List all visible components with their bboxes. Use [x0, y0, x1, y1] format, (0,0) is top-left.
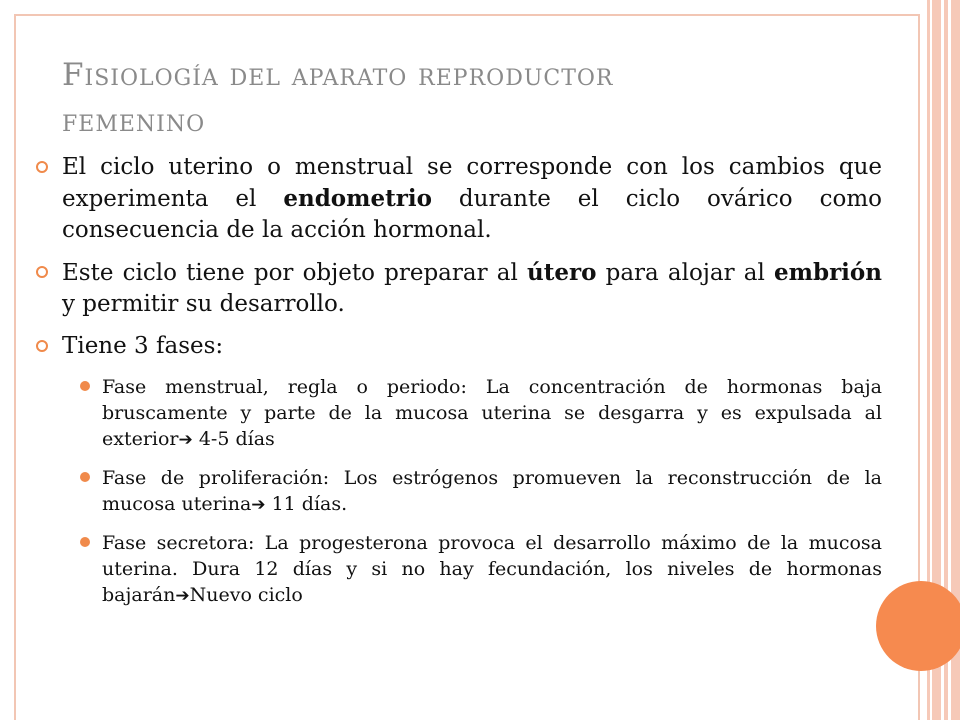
slide-title — [62, 52, 862, 144]
bullet-fases — [36, 331, 882, 362]
arrow-right-icon: ➔ — [175, 586, 190, 606]
text: Fase de proliferación: Los estrógenos promueven la reconstrucción de la mucosa uterina — [102, 467, 882, 515]
bullet-ciclo-uterino — [36, 152, 882, 246]
text: Este ciclo tiene por objeto preparar al — [62, 260, 527, 286]
text: Nuevo ciclo — [189, 584, 303, 606]
phase-item-secretora — [80, 530, 882, 609]
text: y permitir su desarrollo. — [62, 291, 345, 317]
phase-item-menstrual — [80, 374, 882, 453]
bullet-ring-icon — [36, 266, 48, 278]
slide-content — [36, 152, 882, 621]
bullet-dot-icon — [80, 472, 90, 482]
text: El ciclo uterino o menstrual se corresponde con los cambios que experimenta el — [62, 154, 882, 212]
arrow-right-icon: ➔ — [178, 430, 193, 450]
text: 11 días. — [265, 493, 348, 515]
text: Tiene 3 fases: — [62, 333, 224, 359]
phase-item-proliferacion — [80, 465, 882, 518]
text: 4-5 días — [192, 428, 275, 450]
text: para alojar al — [596, 260, 775, 286]
bullet-objeto — [36, 257, 882, 320]
text: Fase secretora: La progesterona provoca el desarrollo máximo de la mucosa uterina. Dura 12 días y si no hay fecundación, los niveles de hormonas bajarán — [102, 532, 882, 606]
title-line-1: Fisiología del aparato reproductor — [62, 57, 614, 93]
title-line-2: femenino — [62, 103, 206, 139]
arrow-right-icon: ➔ — [251, 495, 266, 515]
bullet-ring-icon — [36, 340, 48, 352]
bullet-dot-icon — [80, 537, 90, 547]
text: Fase menstrual, regla o periodo: La concentración de hormonas baja bruscamente y parte de la mucosa uterina se desgarra y es expulsada al exterior — [102, 376, 882, 450]
bold-text: embrión — [774, 259, 882, 286]
text: durante el ciclo ovárico como consecuencia de la acción hormonal. — [62, 186, 882, 243]
bullet-ring-icon — [36, 161, 48, 173]
bullet-dot-icon — [80, 381, 90, 391]
decor-circle — [876, 581, 960, 671]
bold-text: endometrio — [283, 185, 432, 212]
bold-text: útero — [526, 259, 597, 286]
